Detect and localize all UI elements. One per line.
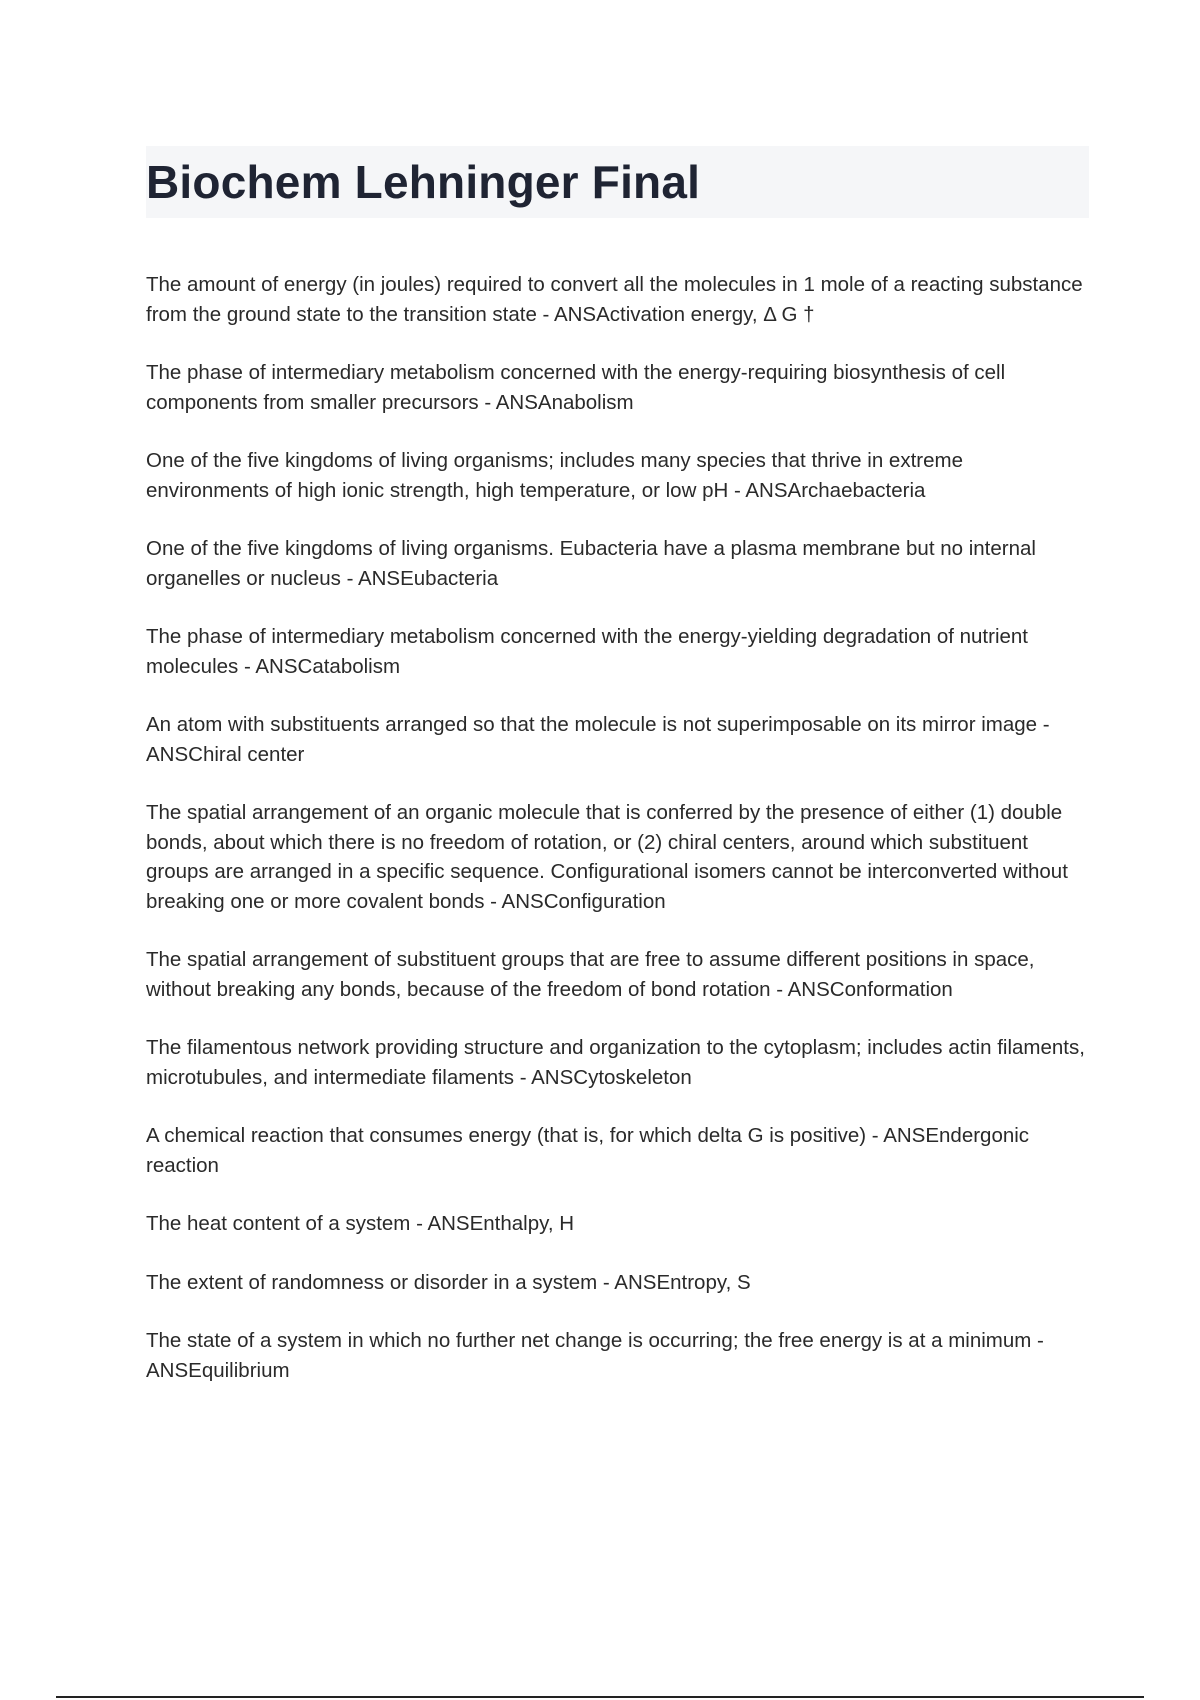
page-title: Biochem Lehninger Final (146, 156, 701, 208)
list-item: The spatial arrangement of substituent groups that are free to assume different positions in space, without breaking any bonds, because of the freedom of bond rotation - ANSConformation (146, 948, 1035, 1001)
list-item: The amount of energy (in joules) required to convert all the molecules in 1 mole of a reacting substance from the ground state to the transition state - ANSActivation energy, Δ G † (146, 273, 1083, 326)
list-item: The phase of intermediary metabolism concerned with the energy-requiring biosynthesis of cell components from smaller precursors - ANSAnabolism (146, 361, 1006, 414)
title-banner (146, 146, 1089, 218)
list-item: An atom with substituents arranged so that the molecule is not superimposable on its mirror image - ANSChiral center (146, 713, 1050, 766)
list-item: One of the five kingdoms of living organisms; includes many species that thrive in extreme environments of high ionic strength, high temperature, or low pH - ANSArchaebacteria (146, 449, 963, 502)
list-item: The filamentous network providing structure and organization to the cytoplasm; includes actin filaments, microtubules, and intermediate filaments - ANSCytoskeleton (146, 1036, 1085, 1089)
list-item: One of the five kingdoms of living organisms. Eubacteria have a plasma membrane but no internal organelles or nucleus - ANSEubacteria (146, 537, 1036, 590)
list-item: The spatial arrangement of an organic molecule that is conferred by the presence of either (1) double bonds, about which there is no freedom of rotation, or (2) chiral centers, around which substituent groups are arranged in a specific sequence. Configurational isomers cannot be interconverted without breaking one or more covalent bonds - ANSConfiguration (146, 801, 1068, 913)
list-item: The heat content of a system - ANSEnthalpy, H (146, 1212, 575, 1235)
footer-divider (56, 1696, 1144, 1698)
list-item: The extent of randomness or disorder in a system - ANSEntropy, S (146, 1270, 751, 1294)
list-item: The state of a system in which no further net change is occurring; the free energy is at a minimum - ANSEquilibrium (146, 1329, 1044, 1382)
list-item: The phase of intermediary metabolism concerned with the energy-yielding degradation of nutrient molecules - ANSCatabolism (146, 625, 1029, 678)
entry-list (146, 270, 1086, 1414)
list-item: A chemical reaction that consumes energy (that is, for which delta G is positive) - ANSEndergonic reaction (146, 1124, 1030, 1177)
